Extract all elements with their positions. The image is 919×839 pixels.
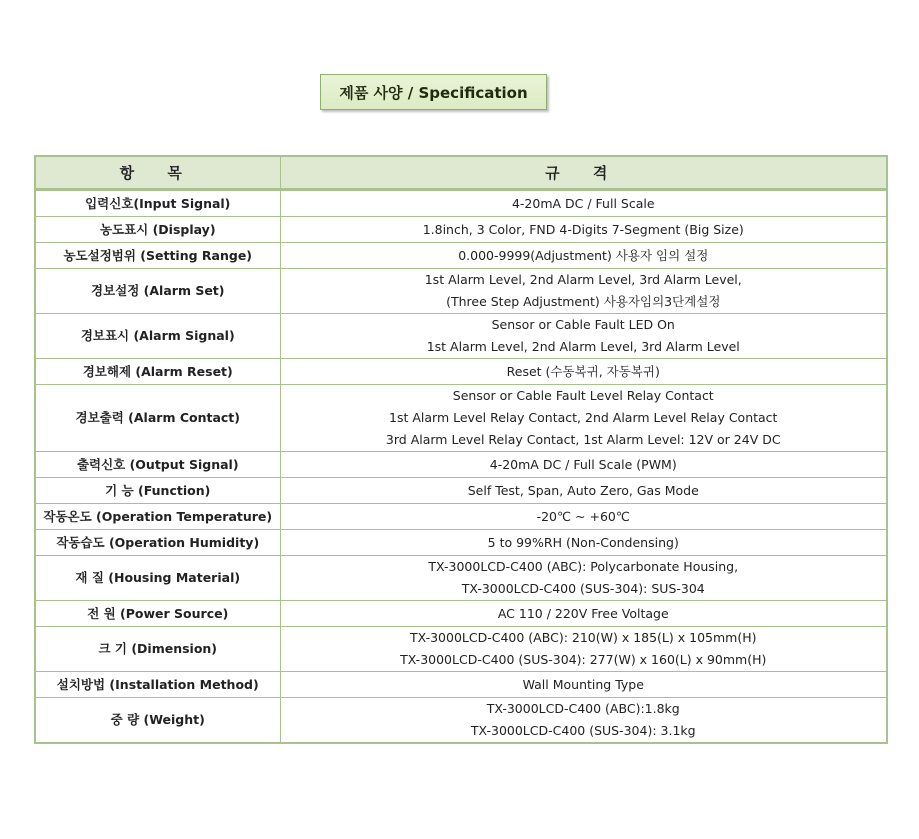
row-label: 농도표시 (Display) [35, 217, 280, 243]
table-row [35, 452, 887, 478]
row-label: 경보설정 (Alarm Set) [35, 269, 280, 314]
value-line: 4-20mA DC / Full Scale (PWM) [489, 456, 677, 472]
header-item: 항 목 [35, 156, 280, 190]
table-row [35, 478, 887, 504]
value-line: Self Test, Span, Auto Zero, Gas Mode [467, 482, 699, 498]
row-value [280, 698, 887, 744]
value-line: TX-3000LCD-C400 (ABC): Polycarbonate Housing, [428, 559, 739, 574]
value-line: 4-20mA DC / Full Scale [511, 195, 655, 211]
row-label: 크 기 (Dimension) [35, 627, 280, 672]
table-row [35, 385, 887, 452]
specification-table [34, 155, 888, 744]
value-line: Reset (수동복귀, 자동복귀) [506, 363, 660, 379]
header-spec: 규 격 [280, 156, 887, 190]
table-row [35, 217, 887, 243]
value-line: AC 110 / 220V Free Voltage [497, 605, 669, 621]
row-value [280, 452, 887, 478]
table-row [35, 504, 887, 530]
table-body [35, 190, 887, 744]
value-line: 1st Alarm Level, 2nd Alarm Level, 3rd Alarm Level [426, 339, 740, 354]
row-value [280, 243, 887, 269]
table-row [35, 190, 887, 217]
value-line: TX-3000LCD-C400 (SUS-304): 3.1kg [470, 723, 696, 738]
value-line: Sensor or Cable Fault LED On [491, 317, 675, 332]
row-value [280, 359, 887, 385]
page-title: 제품 사양 / Specification [320, 74, 547, 110]
row-label: 재 질 (Housing Material) [35, 556, 280, 601]
row-label: 작동습도 (Operation Humidity) [35, 530, 280, 556]
row-value [280, 314, 887, 359]
value-line: -20℃ ~ +60℃ [536, 508, 630, 524]
value-line: 1st Alarm Level Relay Contact, 2nd Alarm Level Relay Contact [389, 410, 778, 425]
value-line: 5 to 99%RH (Non-Condensing) [487, 534, 679, 550]
row-label: 경보해제 (Alarm Reset) [35, 359, 280, 385]
table-row [35, 243, 887, 269]
row-label: 설치방법 (Installation Method) [35, 672, 280, 698]
table-header-row [35, 156, 887, 190]
row-label: 출력신호 (Output Signal) [35, 452, 280, 478]
value-line: 3rd Alarm Level Relay Contact, 1st Alarm Level: 12V or 24V DC [385, 432, 781, 447]
table-row [35, 601, 887, 627]
row-label: 기 능 (Function) [35, 478, 280, 504]
value-line: Wall Mounting Type [522, 676, 644, 692]
row-label: 경보출력 (Alarm Contact) [35, 385, 280, 452]
row-label: 입력신호(Input Signal) [35, 190, 280, 217]
row-label: 전 원 (Power Source) [35, 601, 280, 627]
row-value [280, 217, 887, 243]
row-value [280, 672, 887, 698]
row-value [280, 601, 887, 627]
table-row [35, 359, 887, 385]
row-value [280, 556, 887, 601]
row-label: 중 량 (Weight) [35, 698, 280, 744]
row-value [280, 385, 887, 452]
row-label: 경보표시 (Alarm Signal) [35, 314, 280, 359]
table-row [35, 314, 887, 359]
table-row [35, 698, 887, 744]
value-line: TX-3000LCD-C400 (SUS-304): SUS-304 [461, 581, 705, 596]
table-row [35, 672, 887, 698]
row-value [280, 269, 887, 314]
table-row [35, 627, 887, 672]
value-line: TX-3000LCD-C400 (SUS-304): 277(W) x 160(L) x 90mm(H) [400, 652, 767, 667]
row-value [280, 504, 887, 530]
value-line: (Three Step Adjustment) 사용자임의3단계설정 [446, 294, 721, 309]
table-row [35, 530, 887, 556]
row-value [280, 627, 887, 672]
row-value [280, 530, 887, 556]
table-row [35, 556, 887, 601]
value-line: 0.000-9999(Adjustment) 사용자 임의 설정 [458, 247, 709, 263]
value-line: TX-3000LCD-C400 (ABC):1.8kg [486, 701, 680, 716]
row-value [280, 190, 887, 217]
row-value [280, 478, 887, 504]
value-line: 1st Alarm Level, 2nd Alarm Level, 3rd Alarm Level, [424, 272, 742, 287]
row-label: 농도설정범위 (Setting Range) [35, 243, 280, 269]
value-line: Sensor or Cable Fault Level Relay Contact [452, 388, 714, 403]
value-line: TX-3000LCD-C400 (ABC): 210(W) x 185(L) x 105mm(H) [410, 630, 757, 645]
value-line: 1.8inch, 3 Color, FND 4-Digits 7-Segment (Big Size) [422, 221, 744, 237]
row-label: 작동온도 (Operation Temperature) [35, 504, 280, 530]
table-row [35, 269, 887, 314]
